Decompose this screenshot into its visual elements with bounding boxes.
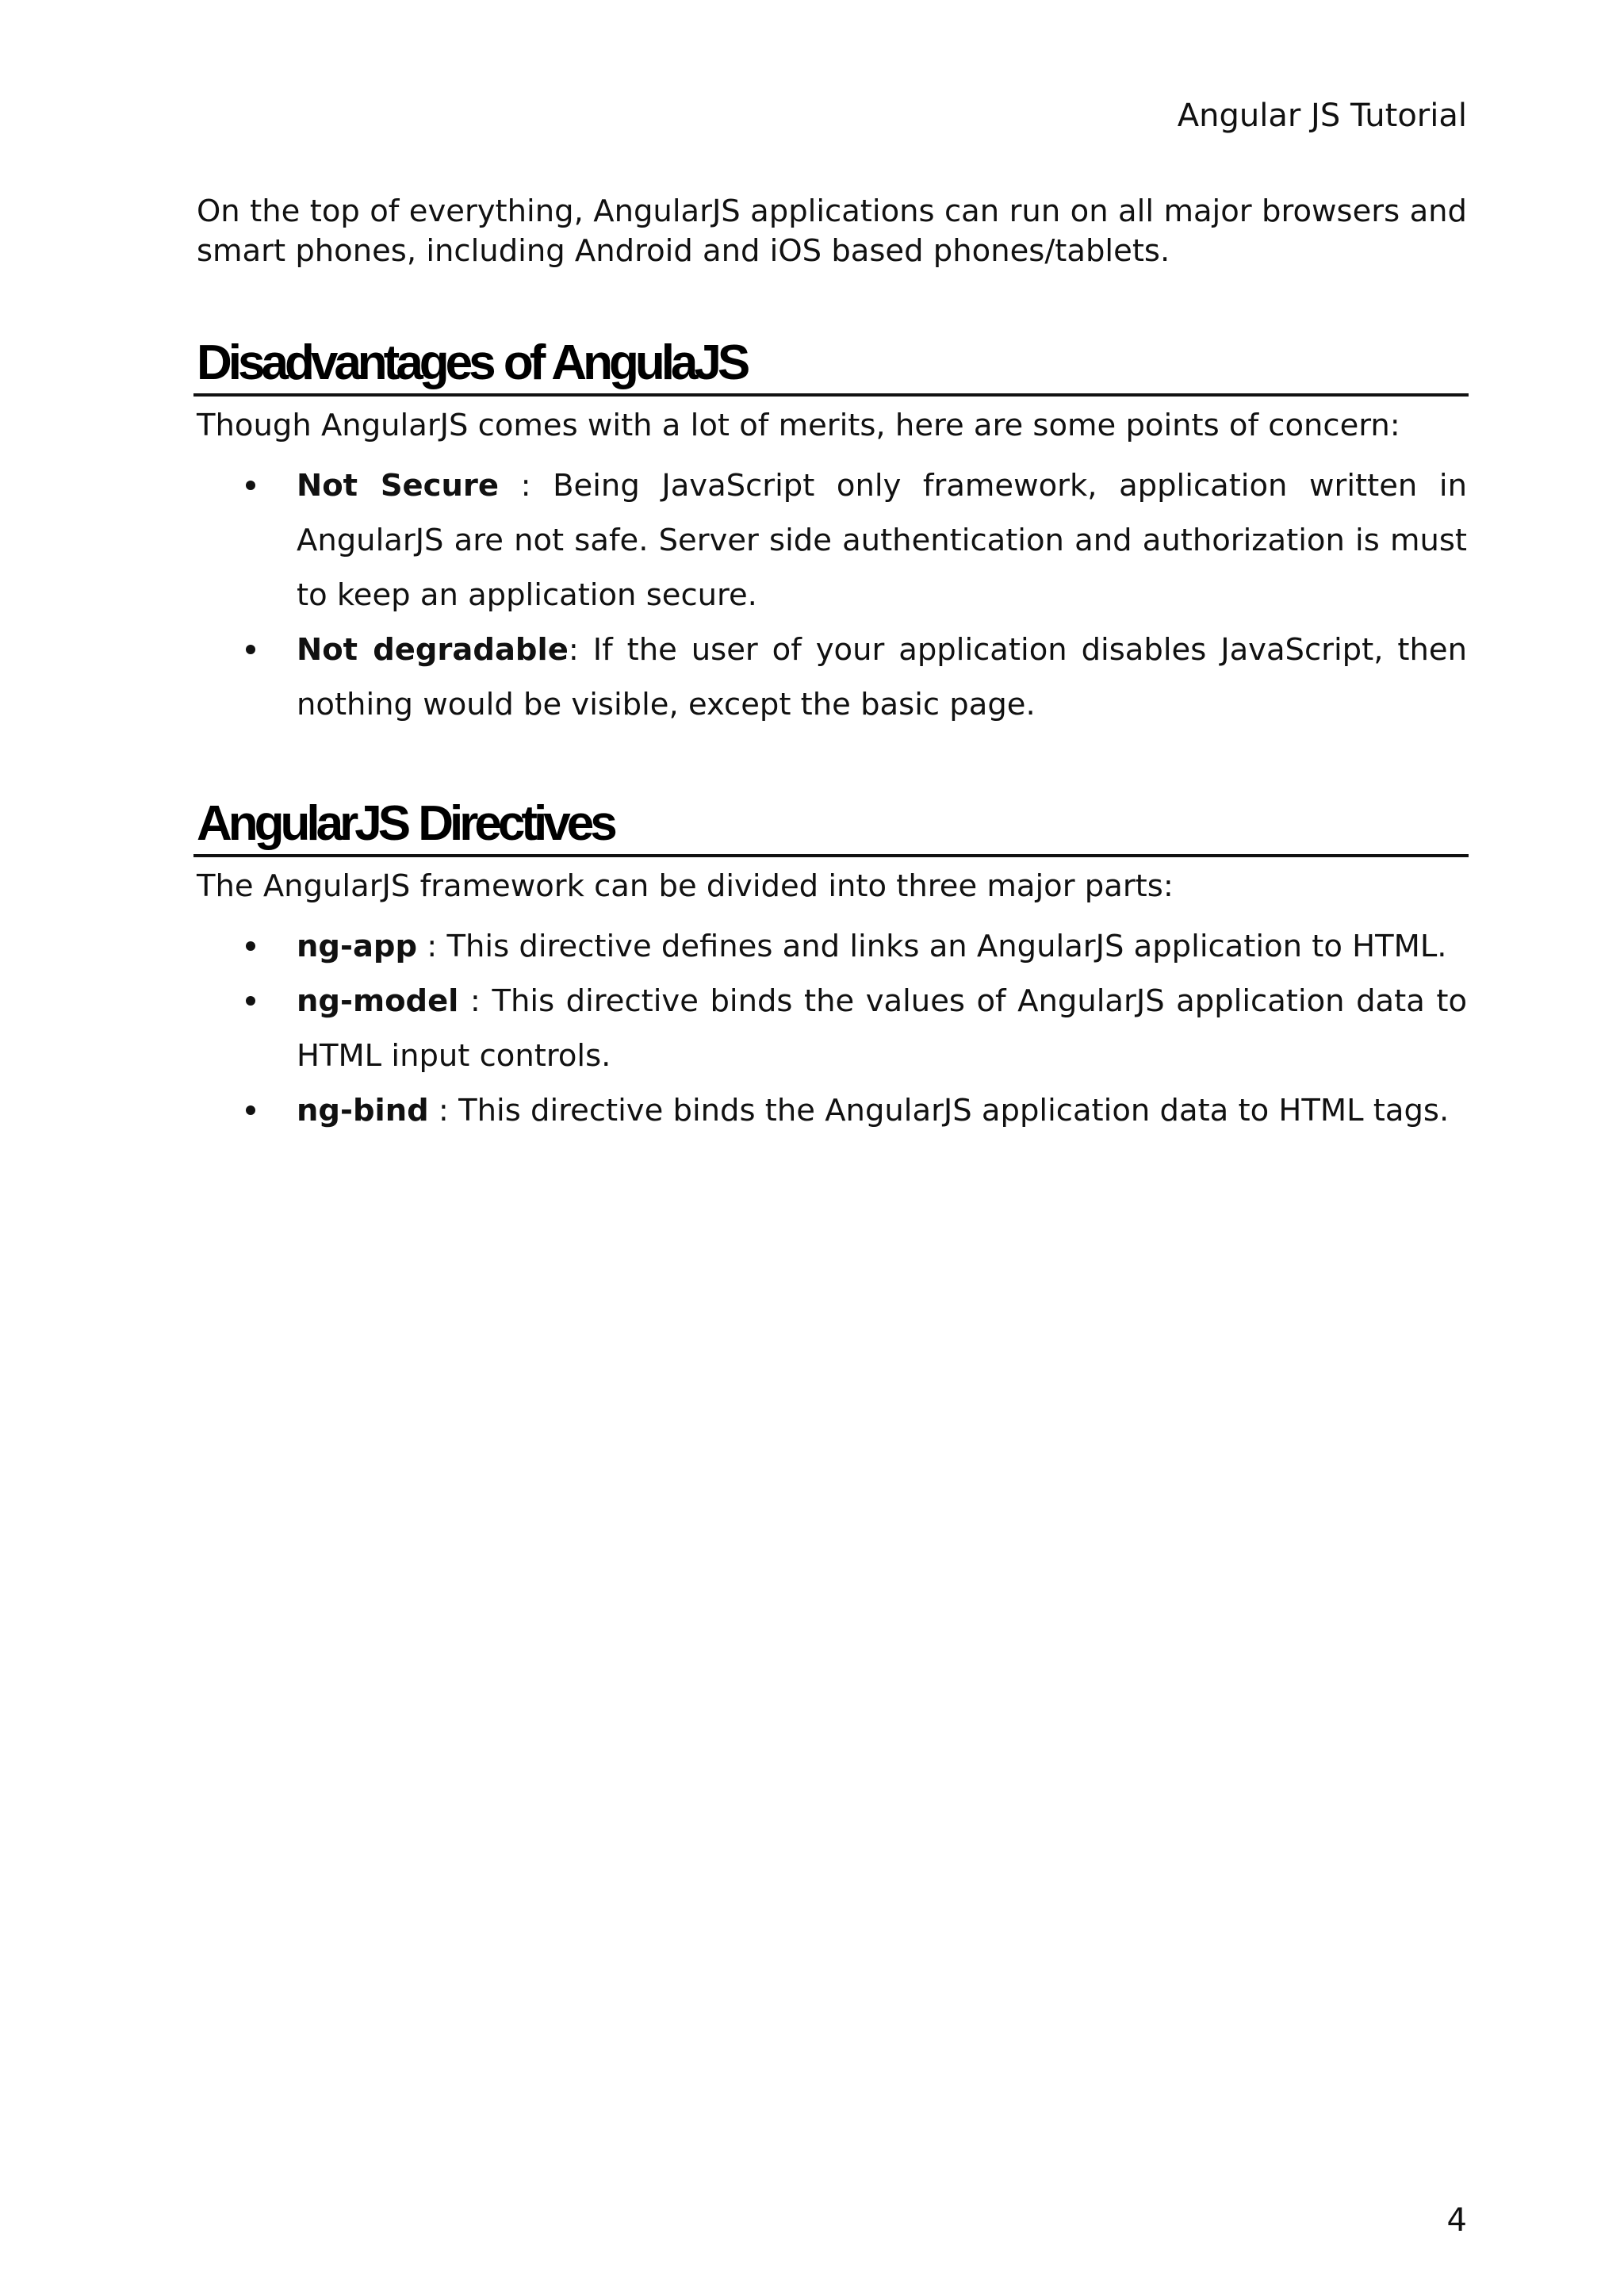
item-term: ng-bind — [297, 1093, 429, 1128]
item-separator: : — [428, 1093, 459, 1128]
disadvantages-list — [197, 458, 1467, 732]
bullet-icon — [246, 645, 255, 654]
directives-list — [197, 919, 1467, 1138]
bullet-icon — [246, 481, 255, 490]
item-text: Being JavaScript only framework, application written in AngularJS are not safe. Server side authentication and authorization is must to keep an application secure. — [297, 468, 1468, 613]
bullet-icon — [246, 941, 255, 951]
item-text: This directive binds the AngularJS application data to HTML tags. — [458, 1093, 1450, 1128]
item-separator: : — [568, 632, 593, 668]
disadvantages-heading: Disadvantages of AngulaJS — [193, 335, 1469, 397]
directives-heading: AngularJS Directives — [193, 795, 1469, 857]
directives-lead: The AngularJS framework can be divided into three major parts: — [197, 868, 1174, 904]
bullet-icon — [246, 1105, 255, 1115]
bullet-icon — [246, 996, 255, 1006]
item-separator: : — [499, 468, 553, 504]
page-content — [197, 192, 1467, 1138]
item-text: If the user of your application disables JavaScript, then nothing would be visible, except the basic page. — [297, 632, 1467, 722]
list-item-ng-model — [197, 974, 1467, 1083]
intro-paragraph: On the top of everything, AngularJS applications can run on all major browsers and smart phones, including Android and iOS based phones/tablets. — [197, 193, 1467, 269]
item-term: ng-model — [297, 983, 459, 1019]
page-number: 4 — [1446, 2202, 1467, 2239]
item-separator: : — [417, 929, 447, 964]
item-term: Not degradable — [297, 632, 569, 668]
list-item-ng-app — [197, 919, 1467, 974]
list-item-ng-bind — [197, 1083, 1467, 1138]
item-term: ng-app — [297, 929, 418, 964]
disadvantages-lead: Though AngularJS comes with a lot of merits, here are some points of concern: — [197, 408, 1400, 443]
item-separator: : — [458, 983, 492, 1019]
item-text: This directive binds the values of AngularJS application data to HTML input controls. — [297, 983, 1467, 1074]
item-term: Not Secure — [297, 468, 499, 504]
list-item-not-secure — [197, 458, 1467, 623]
item-text: This directive defines and links an AngularJS application to HTML. — [446, 929, 1447, 964]
list-item-not-degradable — [197, 623, 1467, 732]
running-header-title: Angular JS Tutorial — [1177, 98, 1467, 134]
